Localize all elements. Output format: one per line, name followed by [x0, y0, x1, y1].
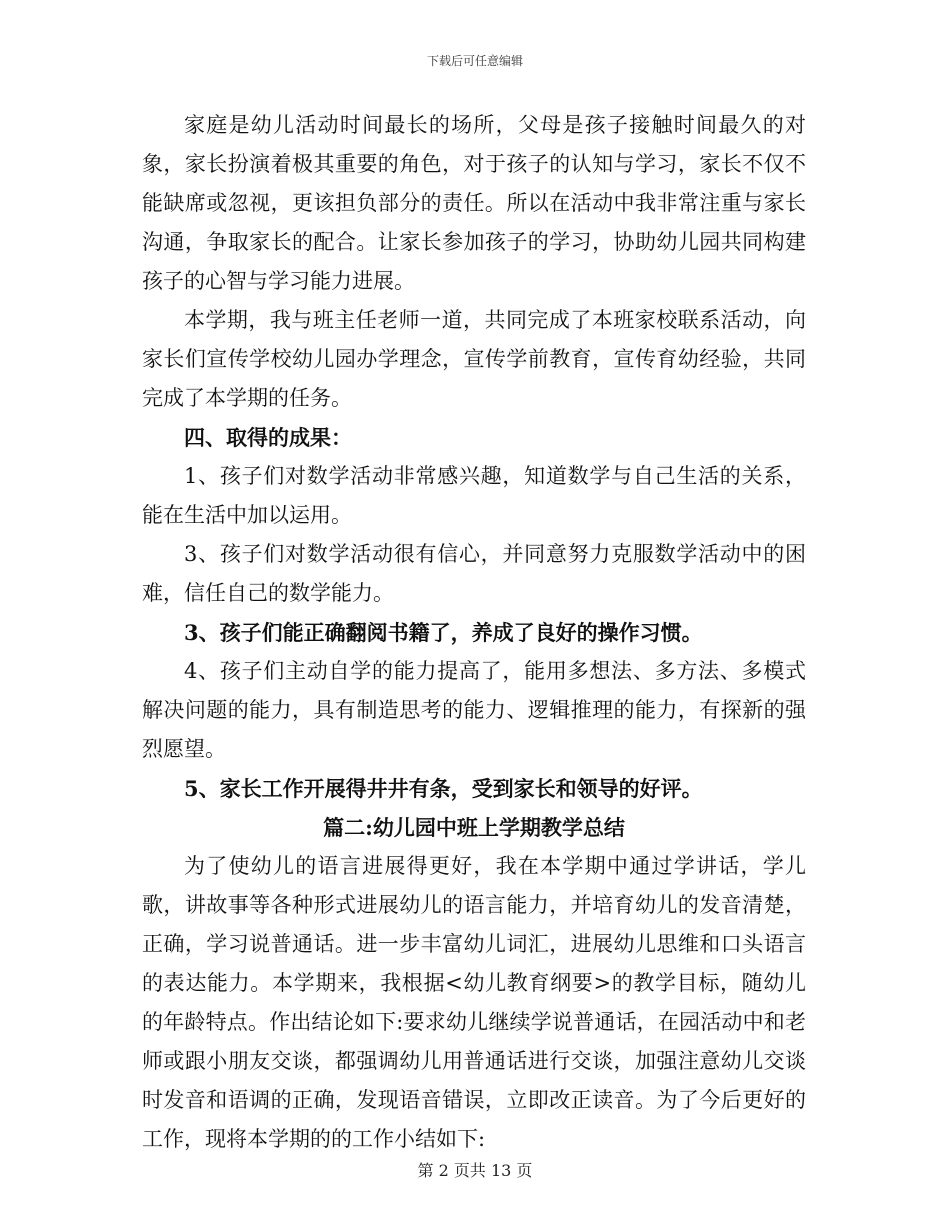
achievement-item-1: 1、孩子们对数学活动非常感兴趣，知道数学与自己生活的关系，能在生活中加以运用。 [142, 464, 806, 527]
achievement-item-5: 5、家长工作开展得井井有条，受到家长和领导的好评。 [184, 776, 703, 801]
paragraph-language-development: 为了使幼儿的语言进展得更好，我在本学期中通过学讲话，学儿歌，讲故事等各种形式进展幼儿的语言能力，并培育幼儿的发音清楚，正确，学习说普通话。进一步丰富幼儿词汇，进展幼儿思维和口头语言的表达能力。本学期来，我根据<幼儿教育纲要>的教学目标，随幼儿的年龄特点。作出结论如下:要求幼儿继续学说普通话，在园活动中和老师或跟小朋友交谈，都强调幼儿用普通话进行交谈，加强注意幼儿交谈时发音和语调的正确，发现语音错误，立即改正读音。为了今后更好的工作，现将本学期的的工作小结如下: [142, 854, 806, 1151]
achievement-item-3b: 3、孩子们能正确翻阅书籍了，养成了良好的操作习惯。 [184, 620, 703, 645]
paragraph-family-role: 家庭是幼儿活动时间最长的场所，父母是孩子接触时间最久的对象，家长扮演着极其重要的角色，对于孩子的认知与学习，家长不仅不能缺席或忽视，更该担负部分的责任。所以在活动中我非常注重与家长沟通，争取家长的配合。让家长参加孩子的学习，协助幼儿园共同构建孩子的心智与学习能力进展。 [142, 113, 806, 293]
paragraph-semester-cooperation: 本学期，我与班主任老师一道，共同完成了本班家校联系活动，向家长们宣传学校幼儿园办学理念，宣传学前教育，宣传育幼经验，共同完成了本学期的任务。 [142, 308, 806, 410]
document-body [142, 106, 806, 1159]
page-footer: 第 2 页共 13 页 [417, 1161, 533, 1180]
section-heading-achievements: 四、取得的成果： [184, 425, 352, 450]
achievement-item-3a: 3、孩子们对数学活动很有信心，并同意努力克服数学活动中的困难，信任自己的数学能力。 [142, 542, 806, 605]
section-title-part-two: 篇二:幼儿园中班上学期教学总结 [323, 815, 625, 840]
achievement-item-4: 4、孩子们主动自学的能力提高了，能用多想法、多方法、多模式解决问题的能力，具有制造思考的能力、逻辑推理的能力，有探新的强烈愿望。 [142, 659, 806, 761]
page-header: 下载后可任意编辑 [426, 54, 523, 68]
